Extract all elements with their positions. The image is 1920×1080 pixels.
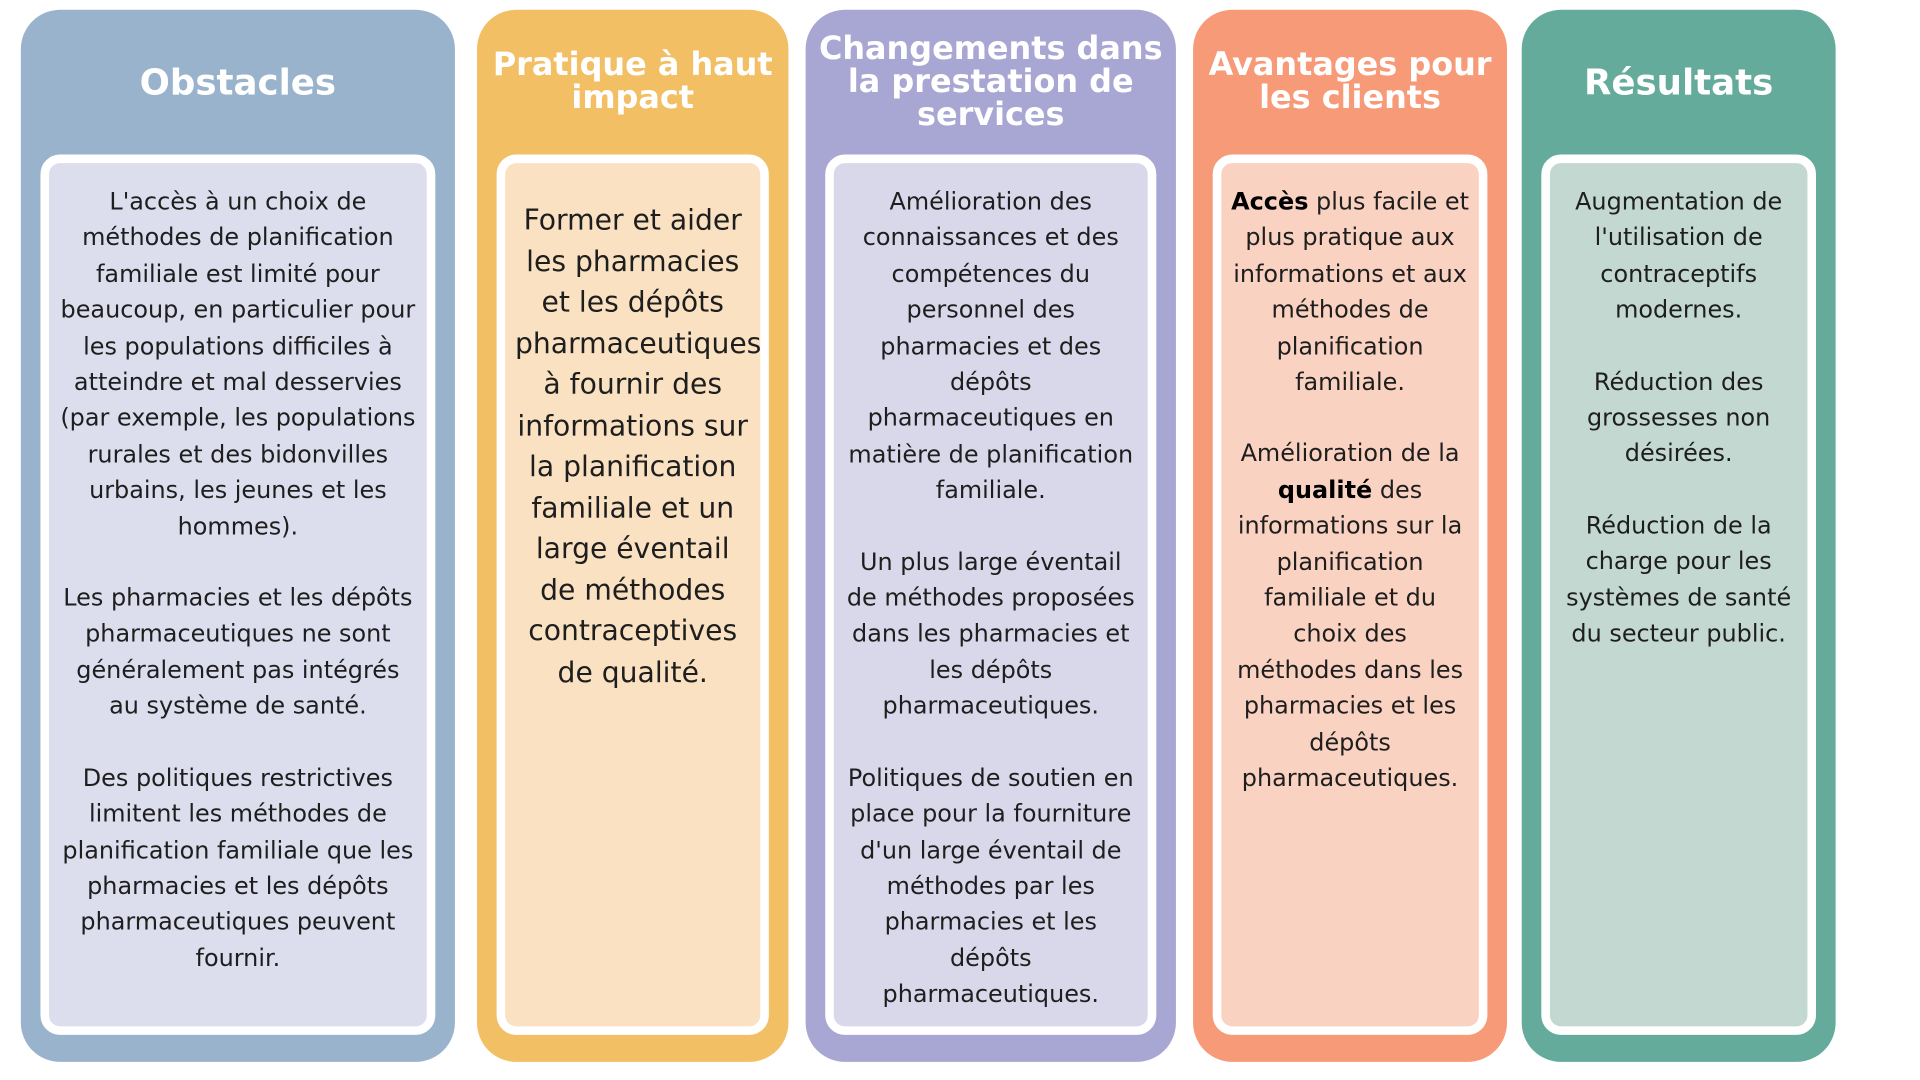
changements-text-2: Un plus large éventail de méthodes proposées dans les pharmacies et les dépôts pharmaceutiques. — [846, 547, 1135, 721]
resultats-text-2: Réduction des grossesses non désirées. — [1586, 367, 1771, 468]
obstacles-text-3: Des politiques restrictives limitent les méthodes de planification familiale que les pharmacies et les dépôts pharmaceutiques peuvent fournir. — [62, 763, 414, 973]
obstacles-text-1: L'accès à un choix de méthodes de planification familiale est limité pour beaucoup, en particulier pour les populations difficiles à atteindre et mal desservies (par exemple, les populations rurales et des bidonvilles urbains, les jeunes et les hommes). — [60, 187, 416, 541]
avantages-text-1-rest: plus facile et plus pratique aux informations et aux méthodes de planification familiale. — [1233, 187, 1469, 397]
avantages-text-2 — [1231, 436, 1469, 797]
changements-title: Changements dans la prestation de services — [818, 30, 1163, 134]
pratique-column — [477, 10, 788, 1062]
avantages-column — [1193, 10, 1507, 1062]
avantages-bold-acces: Accès — [1231, 187, 1309, 216]
obstacles-title: Obstacles — [139, 60, 337, 103]
avantages-text-2-start: Amélioration de la — [1240, 439, 1460, 468]
avantages-bold-qualite: qualité — [1277, 475, 1373, 504]
changements-panel — [825, 155, 1156, 1035]
obstacles-text-2: Les pharmacies et les dépôts pharmaceutiques ne sont généralement pas intégrés au système de santé. — [63, 583, 413, 721]
avantages-text-1 — [1231, 184, 1469, 400]
pratique-text-1: Former et aider les pharmacies et les dépôts pharmaceutiques à fournir des informations sur la planification familiale et un large éventail de méthodes contraceptives de qualité. — [515, 204, 762, 689]
resultats-title: Résultats — [1584, 60, 1774, 103]
resultats-text-3: Réduction de la charge pour les systèmes de santé du secteur public. — [1566, 511, 1792, 648]
pratique-panel — [497, 155, 769, 1035]
resultats-column — [1522, 10, 1836, 1062]
avantages-panel — [1213, 155, 1488, 1035]
resultats-text-1: Augmentation de l'utilisation de contraceptifs modernes. — [1575, 187, 1783, 324]
obstacles-column — [21, 10, 455, 1062]
obstacles-panel — [40, 155, 435, 1035]
changements-text-3: Politiques de soutien en place pour la fourniture d'un large éventail de méthodes par les pharmacies et les dépôts pharmaceutiques. — [847, 763, 1134, 1009]
avantages-text-2-rest: des informations sur la planification familiale et du choix des méthodes dans les pharmacies et les dépôts pharmaceutiques. — [1237, 475, 1464, 793]
avantages-title: Avantages pour les clients — [1208, 46, 1492, 117]
changements-column — [806, 10, 1176, 1062]
resultats-panel — [1541, 155, 1816, 1035]
changements-text-1: Amélioration des connaissances et des compétences du personnel des pharmacies et des dépôts pharmaceutiques en matière de planification familiale. — [848, 187, 1134, 505]
pratique-title: Pratique à haut impact — [492, 46, 773, 117]
